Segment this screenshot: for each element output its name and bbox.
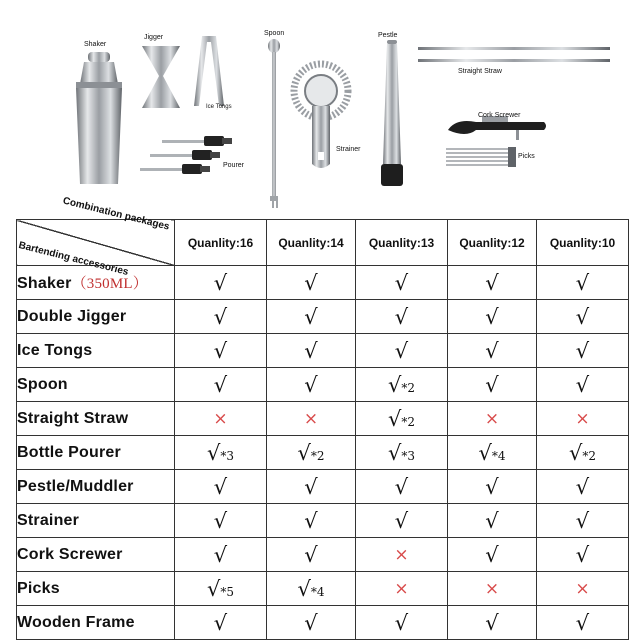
mark-cell [267, 470, 356, 504]
table-row [17, 300, 629, 334]
mark-cell [448, 470, 537, 504]
mark-cell [537, 538, 629, 572]
check-icon: √ [485, 542, 499, 567]
mark-cell [537, 606, 629, 640]
quantity-multiplier: *3 [220, 448, 235, 463]
mark-cell [537, 266, 629, 300]
shaker-icon [64, 48, 134, 188]
mark-cell [356, 470, 448, 504]
cross-icon: × [394, 544, 409, 565]
mark-cell [448, 368, 537, 402]
check-icon: √ [304, 610, 318, 635]
mark-cell [175, 334, 267, 368]
item-name: Spoon [17, 375, 68, 393]
item-name: Pestle/Muddler [17, 477, 134, 495]
check-icon: √ [485, 474, 499, 499]
mark-cell [267, 504, 356, 538]
column-header: Quanlity:13 [356, 220, 448, 266]
check-icon: √ [394, 338, 409, 363]
item-cell [17, 572, 175, 606]
mark-cell [537, 504, 629, 538]
check-icon: √ [478, 440, 492, 465]
check-icon: √ [575, 270, 590, 295]
check-icon: √ [213, 508, 228, 533]
mark-cell [267, 334, 356, 368]
shaker-label: Shaker [84, 41, 107, 48]
table-row [17, 470, 629, 504]
mark-cell [267, 606, 356, 640]
mark-cell [356, 606, 448, 640]
column-header: Quanlity:16 [175, 220, 267, 266]
item-name: Strainer [17, 511, 80, 529]
mark-cell [175, 572, 267, 606]
mark-cell [356, 300, 448, 334]
table-row [17, 334, 629, 368]
mark-cell [448, 266, 537, 300]
mark-cell [537, 368, 629, 402]
ice-tongs-icon [192, 34, 226, 110]
cork-screwer-label: Cork Screwer [478, 112, 521, 119]
check-icon: √ [304, 372, 318, 397]
check-icon: √ [575, 610, 590, 635]
check-icon: √ [394, 508, 409, 533]
mark-cell [356, 402, 448, 436]
mark-cell [356, 538, 448, 572]
check-icon: √ [213, 304, 228, 329]
ice-tongs-label: Ice Tongs [206, 104, 232, 110]
pourer-icon [140, 134, 246, 182]
corner-bottom-label: Bartending accessories [17, 240, 130, 278]
check-icon: √ [297, 576, 311, 601]
check-icon: √ [575, 372, 590, 397]
check-icon: √ [304, 304, 318, 329]
quantity-multiplier: *2 [401, 380, 416, 395]
item-cell [17, 470, 175, 504]
mark-cell [356, 368, 448, 402]
column-header: Quanlity:12 [448, 220, 537, 266]
mark-cell [537, 334, 629, 368]
mark-cell [267, 368, 356, 402]
mark-cell [175, 436, 267, 470]
pestle-icon [378, 40, 406, 188]
mark-cell [537, 572, 629, 606]
mark-cell [537, 300, 629, 334]
mark-cell [267, 402, 356, 436]
table-corner [17, 195, 175, 278]
cross-icon: × [394, 578, 409, 599]
table-row [17, 504, 629, 538]
item-name: Wooden Frame [17, 613, 135, 631]
check-icon: √ [485, 610, 499, 635]
spoon-label: Spoon [264, 30, 285, 37]
item-cell [17, 436, 175, 470]
check-icon: √ [485, 304, 499, 329]
mark-cell [537, 436, 629, 470]
item-cell [17, 368, 175, 402]
check-icon: √ [297, 440, 311, 465]
item-name: Cork Screwer [17, 545, 123, 563]
check-icon: √ [485, 270, 499, 295]
check-icon: √ [206, 576, 221, 601]
item-cell [17, 300, 175, 334]
mark-cell [537, 470, 629, 504]
item-name: Ice Tongs [17, 341, 93, 359]
straight-straw-label: Straight Straw [458, 68, 502, 75]
item-cell [17, 402, 175, 436]
mark-cell [175, 606, 267, 640]
check-icon: √ [394, 610, 409, 635]
cross-icon: × [575, 408, 590, 429]
picks-label: Picks [518, 153, 535, 160]
mark-cell [175, 504, 267, 538]
item-cell [17, 606, 175, 640]
check-icon: √ [387, 406, 402, 431]
quantity-multiplier: *2 [310, 448, 325, 463]
table-row [17, 538, 629, 572]
check-icon: √ [213, 610, 228, 635]
strainer-label: Strainer [336, 146, 361, 153]
mark-cell [448, 300, 537, 334]
cross-icon: × [575, 578, 590, 599]
column-header: Quanlity:10 [537, 220, 629, 266]
mark-cell [175, 470, 267, 504]
mark-cell [448, 436, 537, 470]
check-icon: √ [213, 270, 228, 295]
mark-cell [448, 402, 537, 436]
check-icon: √ [485, 338, 499, 363]
check-icon: √ [304, 542, 318, 567]
straight-straw-icon [418, 44, 614, 66]
jigger-label: Jigger [144, 34, 164, 41]
mark-cell [356, 572, 448, 606]
item-cell [17, 504, 175, 538]
table-row [17, 572, 629, 606]
quantity-multiplier: *4 [310, 584, 325, 599]
mark-cell [267, 266, 356, 300]
mark-cell [537, 402, 629, 436]
check-icon: √ [394, 304, 409, 329]
quantity-multiplier: *4 [491, 448, 506, 463]
mark-cell [356, 334, 448, 368]
check-icon: √ [575, 542, 590, 567]
check-icon: √ [304, 338, 318, 363]
table-row [17, 402, 629, 436]
column-header: Quanlity:14 [267, 220, 356, 266]
cross-icon: × [303, 408, 319, 429]
mark-cell [448, 504, 537, 538]
check-icon: √ [485, 372, 499, 397]
check-icon: √ [575, 474, 590, 499]
cross-icon: × [484, 578, 500, 599]
mark-cell [175, 300, 267, 334]
strainer-icon [290, 60, 352, 172]
check-icon: √ [304, 508, 318, 533]
quantity-multiplier: *3 [401, 448, 416, 463]
spoon-icon [264, 38, 284, 210]
item-cell [17, 334, 175, 368]
pestle-label: Pestle [378, 32, 398, 39]
check-icon: √ [213, 338, 228, 363]
mark-cell [175, 368, 267, 402]
check-icon: √ [387, 372, 402, 397]
mark-cell [267, 436, 356, 470]
quantity-multiplier: *5 [220, 584, 235, 599]
item-cell [17, 266, 175, 300]
table-row [17, 436, 629, 470]
table-row [17, 368, 629, 402]
item-name: Bottle Pourer [17, 443, 121, 461]
item-name: Shaker [17, 275, 72, 292]
check-icon: √ [213, 542, 228, 567]
mark-cell [448, 606, 537, 640]
check-icon: √ [394, 474, 409, 499]
check-icon: √ [575, 508, 590, 533]
check-icon: √ [304, 270, 318, 295]
check-icon: √ [304, 474, 318, 499]
mark-cell [267, 300, 356, 334]
mark-cell [356, 504, 448, 538]
corner-top-label: Combination packages [61, 195, 171, 233]
mark-cell [267, 538, 356, 572]
cross-icon: × [484, 408, 500, 429]
mark-cell [448, 572, 537, 606]
check-icon: √ [387, 440, 402, 465]
mark-cell [267, 572, 356, 606]
quantity-multiplier: *2 [582, 448, 597, 463]
mark-cell [448, 538, 537, 572]
cross-icon: × [213, 408, 228, 429]
picks-icon [446, 146, 518, 168]
check-icon: √ [213, 474, 228, 499]
check-icon: √ [485, 508, 499, 533]
mark-cell [175, 266, 267, 300]
table-row [17, 606, 629, 640]
jigger-icon [138, 44, 184, 112]
check-icon: √ [394, 270, 409, 295]
check-icon: √ [206, 440, 221, 465]
mark-cell [448, 334, 537, 368]
pourer-label: Pourer [223, 162, 245, 169]
item-name: Double Jigger [17, 307, 127, 325]
check-icon: √ [568, 440, 583, 465]
check-icon: √ [575, 338, 590, 363]
combination-table [16, 195, 629, 640]
item-cell [17, 538, 175, 572]
mark-cell [175, 402, 267, 436]
item-name: Picks [17, 579, 60, 597]
mark-cell [356, 436, 448, 470]
check-icon: √ [213, 372, 228, 397]
quantity-multiplier: *2 [401, 414, 416, 429]
check-icon: √ [575, 304, 590, 329]
item-name: Straight Straw [17, 409, 129, 427]
mark-cell [175, 538, 267, 572]
mark-cell [356, 266, 448, 300]
item-note: （350ML） [71, 276, 148, 292]
